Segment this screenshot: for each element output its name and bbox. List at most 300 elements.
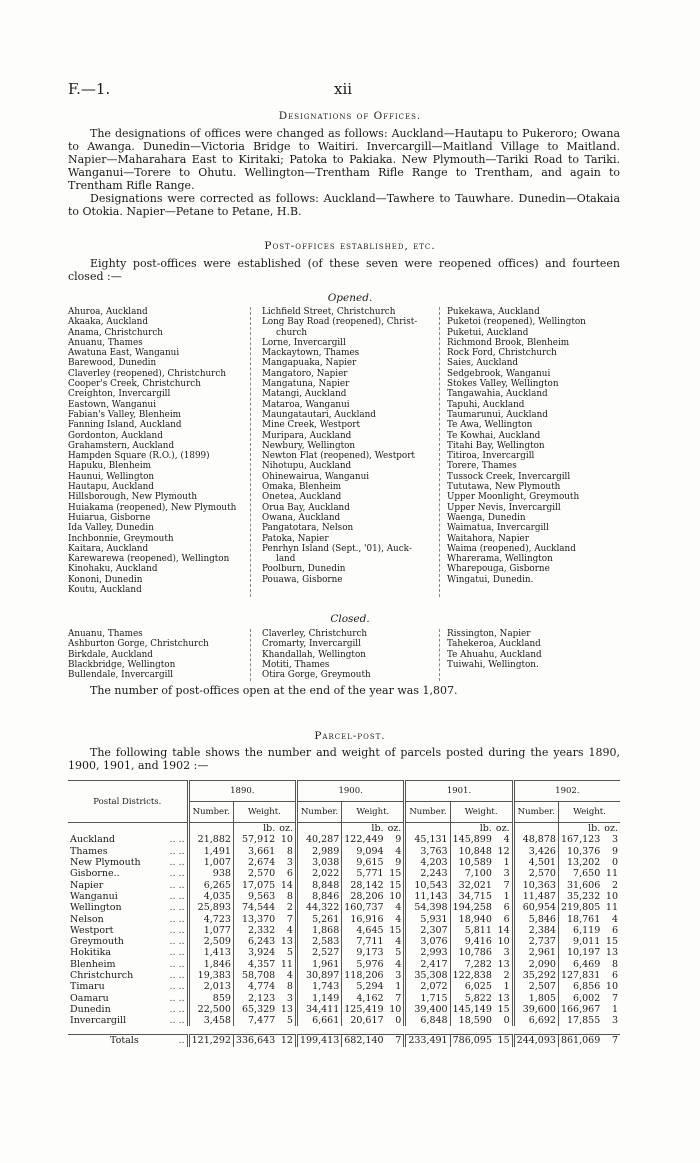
office-entry: Rissington, Napier (447, 629, 531, 639)
number-cell: 25,893 (188, 902, 233, 913)
weight-oz-cell: 14 (280, 879, 293, 891)
opened-column-2 (262, 307, 417, 585)
office-entry: Creighton, Invercargill (68, 389, 171, 400)
office-entry: Poolburn, Dunedin (262, 564, 346, 575)
weight-oz-cell: 12 (497, 845, 510, 857)
office-entry: Inchbonnie, Greymouth (68, 533, 174, 544)
number-cell: 48,878 (513, 834, 558, 845)
weight-lb-cell: 127,831 (558, 970, 602, 981)
weight-lb-cell: 125,419 (342, 1004, 386, 1015)
number-cell: 1,413 (188, 947, 233, 958)
weight-oz-cell: 0 (611, 857, 618, 869)
weight-lb-cell: 9,416 (450, 936, 494, 947)
office-entry: Tahekeroa, Auckland (447, 639, 541, 650)
number-cell: 5,846 (513, 913, 558, 924)
office-entry: Birkdale, Auckland (68, 649, 153, 660)
number-cell: 44,322 (296, 902, 341, 913)
office-entry: Claverley (reopened), Christchurch (68, 368, 226, 379)
number-cell: 2,090 (513, 959, 558, 970)
unit-oz: oz. (387, 823, 402, 835)
office-entry: Tuiwahi, Wellington. (447, 659, 539, 670)
weight-lb-cell: 18,940 (450, 913, 494, 924)
weight-lb-cell: 118,206 (342, 970, 386, 981)
table-row (68, 1004, 620, 1015)
office-entry: Waitahora, Napier (447, 533, 529, 544)
district-cell: Oamaru .. .. (70, 992, 185, 1004)
weight-lb-cell: 9,173 (342, 947, 386, 958)
number-cell (405, 823, 450, 835)
district-cell: Totals .. (68, 1035, 188, 1047)
weight-lb-cell: 2,332 (233, 925, 277, 936)
office-entry: Titahi Bay, Wellington (447, 440, 545, 451)
number-cell: 6,661 (296, 1015, 341, 1026)
number-cell: 5,261 (296, 913, 341, 924)
weight-oz-cell: 10 (605, 981, 618, 993)
designations-corrected-paragraph: Designations were corrected as follows: Auckland—Tawhere to Tauwhare. Dunedin—Otakaia to Otokia. Napier—Petane to Petane, H.B. (68, 192, 620, 218)
weight-lb-cell: 7,650 (558, 868, 602, 879)
number-cell: 2,570 (513, 868, 558, 879)
office-entry: Taumarunui, Auckland (447, 409, 548, 420)
weight-oz-cell: 9 (611, 845, 618, 857)
weight-oz-cell: 8 (286, 845, 293, 857)
weight-lb-cell: 122,838 (450, 970, 494, 981)
table-row (68, 902, 620, 913)
office-entry: Huiarua, Gisborne (68, 512, 151, 523)
weight-lb-cell: 28,206 (342, 891, 386, 902)
number-cell: 3,426 (513, 846, 558, 857)
office-entry: Awatuna East, Wanganui (68, 348, 180, 359)
weight-lb-cell: 2,674 (233, 857, 277, 868)
office-entry: Long Bay Road (reopened), Christ- (262, 317, 418, 328)
office-entry: Tututawa, New Plymouth (447, 482, 561, 493)
office-entry: Hautapu, Auckland (68, 482, 154, 493)
district-cell: Hokitika .. .. (70, 947, 185, 959)
office-entry: Huiakama (reopened), New Plymouth (68, 502, 237, 513)
weight-oz-cell: 3 (503, 947, 510, 959)
weight-oz-cell: 3 (611, 1015, 618, 1027)
office-entry: Upper Moonlight, Greymouth (447, 492, 580, 503)
weight-lb-cell: 57,912 (233, 834, 277, 845)
number-cell: 2,072 (405, 981, 450, 992)
district-cell: Blenheim .. .. (70, 958, 185, 970)
weight-oz-cell: 6 (286, 868, 293, 880)
closed-label: Closed. (330, 613, 370, 625)
weight-oz-cell: 6 (611, 970, 618, 981)
number-cell: 4,501 (513, 857, 558, 868)
office-entry: Saies, Auckland (447, 358, 519, 369)
number-cell: 1,805 (513, 992, 558, 1003)
opened-label: Opened. (327, 292, 373, 304)
weight-lb-cell: 20,617 (342, 1015, 386, 1026)
office-entry: Kaitara, Auckland (68, 543, 149, 554)
weight-lb-cell: 336,643 (233, 1035, 277, 1047)
weight-oz-cell: 0 (503, 1015, 510, 1027)
district-name: New Plymouth (70, 857, 141, 869)
weight-oz-cell: 8 (286, 981, 293, 993)
weight-oz-cell: 13 (605, 947, 618, 959)
weight-oz-cell: 7 (386, 1035, 405, 1047)
number-cell: 3,458 (188, 1015, 233, 1026)
number-cell: 3,763 (405, 846, 450, 857)
unit-oz: oz. (604, 823, 618, 835)
office-entry: Ashburton Gorge, Christchurch (68, 639, 209, 650)
weight-lb-cell: 10,197 (558, 947, 602, 958)
weight-oz-cell: 4 (395, 913, 402, 925)
weight-lb-cell: 6,025 (450, 981, 494, 992)
weight-lb-cell: 10,786 (450, 947, 494, 958)
weight-lb-cell: 219,805 (558, 902, 602, 913)
number-cell: 6,848 (405, 1015, 450, 1026)
district-name: Christchurch (70, 970, 134, 981)
office-entry: Matangi, Auckland (262, 389, 347, 400)
table-row (68, 970, 620, 981)
weight-oz-cell: 4 (395, 845, 402, 857)
weight-oz-cell: 3 (286, 857, 293, 869)
number-cell: 4,203 (405, 857, 450, 868)
office-entry: Fabian's Valley, Blenheim (68, 409, 182, 420)
weight-lb-cell: 28,142 (342, 879, 386, 890)
table-row (68, 981, 620, 992)
table-row (68, 959, 620, 970)
weight-lb-cell: 65,329 (233, 1004, 277, 1015)
weight-lb-cell: 58,708 (233, 970, 277, 981)
weight-lb-cell: 10,589 (450, 857, 494, 868)
office-entry: Nihotupu, Auckland (262, 461, 352, 472)
office-entry: Te Kowhai, Auckland (447, 430, 541, 441)
office-entry: Akaaka, Auckland (68, 317, 148, 328)
district-name: Hokitika (70, 947, 112, 959)
weight-oz-cell: 15 (494, 1035, 513, 1047)
weight-lb-cell: 34,715 (450, 891, 494, 902)
weight-lb-cell: 9,615 (342, 857, 386, 868)
weight-oz-cell: 12 (277, 1035, 296, 1047)
office-entry: Pouawa, Gisborne (262, 574, 343, 585)
col-header-number: Number. (296, 802, 341, 823)
office-entry: Te Ahuahu, Auckland (447, 649, 542, 660)
office-entry: Barewood, Dunedin (68, 358, 157, 369)
number-cell (188, 823, 233, 835)
weight-lb-cell: 4,357 (233, 959, 277, 970)
office-entry: Kinohaku, Auckland (68, 564, 158, 575)
district-name: Dunedin (70, 1003, 111, 1015)
table-row (68, 834, 620, 845)
weight-lb-cell: 145,149 (450, 1004, 494, 1015)
district-cell: Napier .. .. (70, 879, 185, 891)
weight-oz-cell: 7 (503, 879, 510, 891)
number-cell: 21,882 (188, 834, 233, 845)
weight-lb-cell: 74,544 (233, 902, 277, 913)
office-entry: Ida Valley, Dunedin (68, 523, 154, 534)
office-entry: Sedgebrook, Wanganui (447, 368, 551, 379)
number-cell: 2,417 (405, 959, 450, 970)
weight-lb-cell: 5,811 (450, 925, 494, 936)
col-header-weight: Weight. (342, 802, 405, 823)
office-entry: Khandallah, Wellington (262, 649, 366, 660)
office-entry: Mangatuna, Napier (262, 379, 350, 390)
district-name: Totals (110, 1035, 139, 1047)
weight-lb-cell: 6,002 (558, 992, 602, 1003)
district-name: Greymouth (70, 936, 124, 948)
number-cell: 8,846 (296, 891, 341, 902)
unit-lb: lb. (450, 823, 494, 835)
weight-lb-cell: 167,123 (558, 834, 602, 845)
office-entry: Maungatautari, Auckland (262, 409, 376, 420)
office-entry: Hampden Square (R.O.), (1899) (68, 451, 210, 462)
office-entry: Puketoi (reopened), Wellington (447, 317, 586, 328)
number-cell: 1,743 (296, 981, 341, 992)
office-entry: Orua Bay, Auckland (262, 502, 350, 513)
weight-oz-cell: 4 (395, 936, 402, 948)
district-name: Timaru (70, 981, 105, 993)
table-row (68, 936, 620, 947)
number-cell: 8,848 (296, 879, 341, 890)
office-entry: Mangatoro, Napier (262, 368, 348, 379)
number-cell (513, 823, 558, 835)
number-cell: 6,692 (513, 1015, 558, 1026)
column-divider (439, 307, 440, 597)
weight-oz-cell: 13 (280, 936, 293, 948)
district-name: Blenheim (70, 958, 116, 970)
weight-oz-cell: 15 (389, 868, 402, 880)
district-cell: Auckland .. .. (70, 834, 185, 846)
weight-oz-cell: 3 (503, 868, 510, 880)
number-cell: 233,491 (405, 1035, 450, 1047)
office-entry: Mine Creek, Westport (262, 420, 361, 431)
number-cell: 11,487 (513, 891, 558, 902)
office-entry: Puketui, Auckland (447, 327, 529, 338)
weight-oz-cell: 10 (497, 936, 510, 948)
weight-oz-cell: 4 (395, 902, 402, 914)
number-cell: 2,961 (513, 947, 558, 958)
weight-oz-cell: 3 (611, 834, 618, 846)
office-entry: Fanning Island, Auckland (68, 420, 182, 431)
office-entry: church (276, 327, 308, 338)
weight-lb-cell: 682,140 (342, 1035, 386, 1047)
office-entry: Te Awa, Wellington (447, 420, 533, 431)
weight-oz-cell: 11 (280, 958, 293, 970)
weight-oz-cell: 4 (286, 970, 293, 981)
col-header-number: Number. (405, 802, 450, 823)
number-cell: 1,868 (296, 925, 341, 936)
office-entry: Mangapuaka, Napier (262, 358, 357, 369)
established-intro: Eighty post-offices were established (of these seven were reopened offices) and fourteen closed :— (68, 257, 620, 283)
weight-oz-cell: 13 (497, 958, 510, 970)
weight-oz-cell: 13 (497, 992, 510, 1004)
office-entry: Anuanu, Thames (68, 629, 143, 639)
weight-lb-cell: 10,848 (450, 846, 494, 857)
weight-lb-cell: 18,761 (558, 913, 602, 924)
weight-oz-cell: 1 (503, 890, 510, 902)
office-entry: Grahamstern, Auckland (68, 440, 175, 451)
weight-lb-cell: 7,477 (233, 1015, 277, 1026)
weight-lb-cell: 6,469 (558, 959, 602, 970)
office-entry: Bullendale, Invercargill (68, 670, 174, 681)
office-entry: Mataroa, Wanganui (262, 399, 350, 410)
weight-lb-cell: 3,924 (233, 947, 277, 958)
district-cell: New Plymouth .. .. (70, 857, 185, 869)
weight-oz-cell: 9 (395, 857, 402, 869)
table-row (68, 913, 620, 924)
number-cell: 4,723 (188, 913, 233, 924)
weight-oz-cell: 10 (389, 1003, 402, 1015)
district-name: Gisborne.. (70, 868, 120, 880)
weight-lb-cell: 4,162 (342, 992, 386, 1003)
col-header-number: Number. (188, 802, 233, 823)
weight-oz-cell: 6 (503, 913, 510, 925)
weight-lb-cell: 16,916 (342, 913, 386, 924)
col-header-year: 1902. (513, 781, 620, 802)
district-cell: Wellington .. .. (70, 902, 185, 914)
office-entry: Tussock Creek, Invercargill (447, 471, 571, 482)
number-cell: 2,507 (513, 981, 558, 992)
weight-oz-cell: 9 (395, 834, 402, 846)
weight-oz-cell: 6 (503, 902, 510, 914)
column-divider (250, 629, 251, 681)
office-entry: Onetea, Auckland (262, 492, 342, 503)
table-row (68, 891, 620, 902)
page-number: xii (334, 80, 353, 98)
weight-oz-cell: 7 (602, 1035, 620, 1047)
number-cell: 121,292 (188, 1035, 233, 1047)
weight-oz-cell: 4 (503, 834, 510, 846)
weight-lb-cell: 6,856 (558, 981, 602, 992)
office-entry: Newbury, Wellington (262, 440, 356, 451)
district-name: Invercargill (70, 1015, 127, 1027)
office-entry: Owana, Auckland (262, 512, 341, 523)
number-cell: 938 (188, 868, 233, 879)
weight-oz-cell: 5 (395, 947, 402, 959)
number-cell: 10,363 (513, 879, 558, 890)
col-header-weight: Weight. (233, 802, 296, 823)
col-header-year: 1890. (188, 781, 296, 802)
number-cell: 2,527 (296, 947, 341, 958)
number-cell: 2,384 (513, 925, 558, 936)
totals-row (68, 1035, 620, 1047)
number-cell: 60,954 (513, 902, 558, 913)
weight-lb-cell: 7,282 (450, 959, 494, 970)
district-cell: Nelson .. .. (70, 913, 185, 925)
number-cell: 54,398 (405, 902, 450, 913)
weight-oz-cell: 4 (395, 958, 402, 970)
district-name: Wellington (70, 902, 122, 914)
weight-lb-cell: 17,855 (558, 1015, 602, 1026)
weight-lb-cell: 4,774 (233, 981, 277, 992)
office-entry: Motiti, Thames (262, 659, 330, 670)
office-entry: Haunui, Wellington (68, 471, 155, 482)
number-cell: 35,292 (513, 970, 558, 981)
weight-lb-cell: 4,645 (342, 925, 386, 936)
office-entry: Tangawahia, Auckland (447, 389, 548, 400)
number-cell: 39,400 (405, 1004, 450, 1015)
col-header-weight: Weight. (450, 802, 513, 823)
office-entry: Waimatua, Invercargill (447, 523, 549, 534)
weight-lb-cell: 786,095 (450, 1035, 494, 1047)
closed-column-1 (68, 629, 209, 680)
weight-oz-cell: 1 (395, 981, 402, 993)
weight-lb-cell: 2,570 (233, 868, 277, 879)
office-entry: Eastown, Wanganui (68, 399, 157, 410)
weight-lb-cell: 17,075 (233, 879, 277, 890)
number-cell: 1,961 (296, 959, 341, 970)
office-entry: Hillsborough, New Plymouth (68, 492, 198, 503)
district-cell: Gisborne.. .. .. (70, 868, 185, 880)
number-cell: 1,149 (296, 992, 341, 1003)
weight-oz-cell: 5 (286, 947, 293, 959)
office-entry: Blackbridge, Wellington (68, 659, 176, 670)
weight-lb-cell: 194,258 (450, 902, 494, 913)
office-entry: Otira Gorge, Greymouth (262, 670, 371, 681)
weight-oz-cell: 10 (389, 890, 402, 902)
number-cell: 5,931 (405, 913, 450, 924)
weight-lb-cell: 13,202 (558, 857, 602, 868)
number-cell: 2,022 (296, 868, 341, 879)
weight-lb-cell: 31,606 (558, 879, 602, 890)
number-cell: 199,413 (296, 1035, 341, 1047)
weight-lb-cell: 7,100 (450, 868, 494, 879)
weight-lb-cell: 5,294 (342, 981, 386, 992)
unit-lb: lb. (558, 823, 602, 835)
weight-lb-cell: 2,123 (233, 992, 277, 1003)
office-entry: Karewarewa (reopened), Wellington (68, 554, 230, 565)
number-cell: 2,013 (188, 981, 233, 992)
weight-oz-cell: 10 (280, 834, 293, 846)
office-entry: Pukekawa, Auckland (447, 307, 540, 317)
district-cell: Timaru .. .. (70, 981, 185, 993)
weight-lb-cell: 18,590 (450, 1015, 494, 1026)
office-entry: Wharepouga, Gisborne (447, 564, 550, 575)
office-entry: Pangatotara, Nelson (262, 523, 354, 534)
unit-oz: oz. (495, 823, 510, 835)
number-cell: 45,131 (405, 834, 450, 845)
col-header-weight: Weight. (558, 802, 620, 823)
office-entry: Cooper's Creek, Christchurch (68, 379, 201, 390)
weight-oz-cell: 1 (503, 857, 510, 869)
district-name: Thames (70, 845, 108, 857)
office-entry: Newton Flat (reopened), Westport (262, 451, 415, 462)
district-name: Napier (70, 879, 104, 891)
district-name: Nelson (70, 913, 104, 925)
office-entry: Cromarty, Invercargill (262, 639, 361, 650)
weight-oz-cell: 8 (286, 890, 293, 902)
number-cell: 3,076 (405, 936, 450, 947)
district-cell: Westport .. .. (70, 924, 185, 936)
weight-lb-cell: 122,449 (342, 834, 386, 845)
weight-lb-cell: 861,069 (558, 1035, 602, 1047)
number-cell: 244,093 (513, 1035, 558, 1047)
col-header-year: 1900. (296, 781, 404, 802)
number-cell: 2,989 (296, 846, 341, 857)
number-cell: 1,846 (188, 959, 233, 970)
number-cell: 2,737 (513, 936, 558, 947)
weight-oz-cell: 14 (497, 924, 510, 936)
column-divider (439, 629, 440, 681)
weight-oz-cell: 3 (395, 970, 402, 981)
number-cell: 1,491 (188, 846, 233, 857)
spacer-row (68, 1026, 620, 1035)
weight-oz-cell: 15 (389, 879, 402, 891)
district-cell: Christchurch .. .. (70, 970, 185, 981)
weight-oz-cell: 10 (605, 890, 618, 902)
office-entry: Penrhyn Island (Sept., '01), Auck- (262, 543, 412, 554)
table-row (68, 857, 620, 868)
office-entry: Anuanu, Thames (68, 337, 143, 348)
district-cell: Greymouth .. .. (70, 936, 185, 948)
weight-oz-cell: 7 (611, 992, 618, 1004)
weight-oz-cell: 11 (605, 902, 618, 914)
weight-oz-cell: 6 (611, 924, 618, 936)
weight-oz-cell: 5 (286, 1015, 293, 1027)
weight-lb-cell: 5,976 (342, 959, 386, 970)
